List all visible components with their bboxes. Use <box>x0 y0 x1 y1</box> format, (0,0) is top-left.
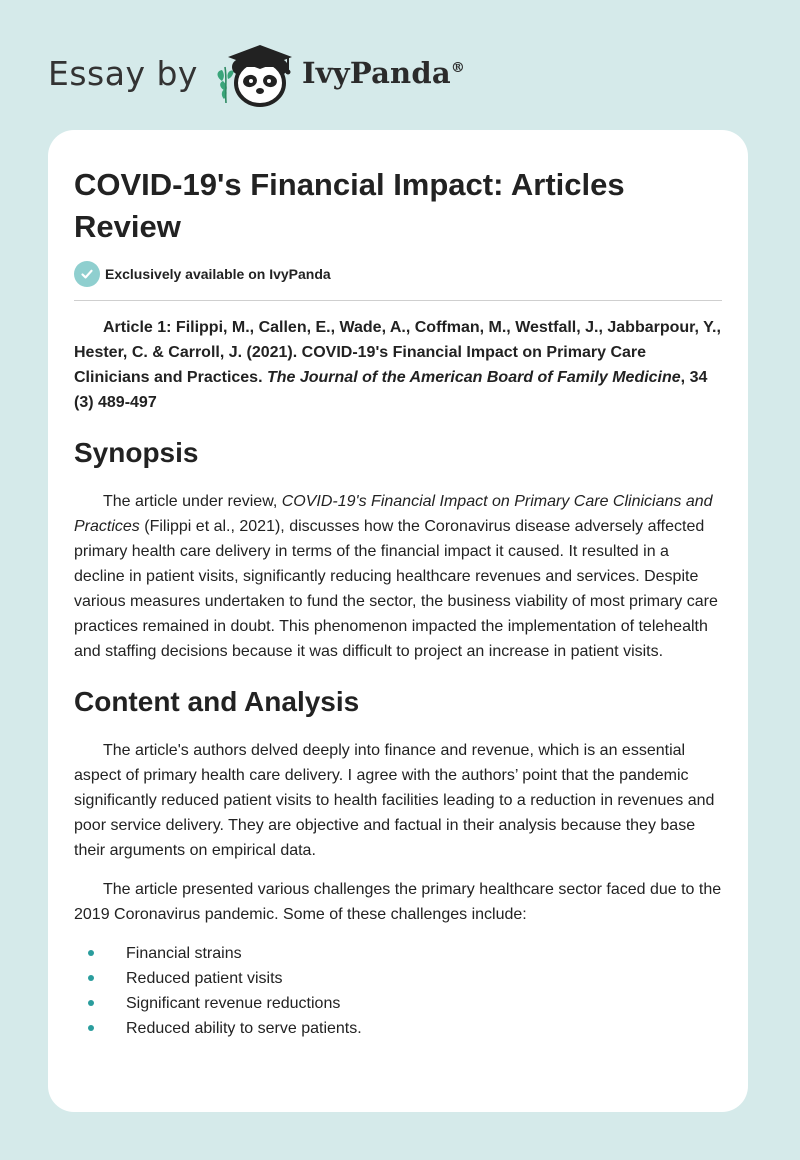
ivypanda-logo[interactable] <box>212 37 465 109</box>
bullet-dot <box>88 950 94 956</box>
page-title: COVID-19's Financial Impact: Articles Review <box>74 167 625 244</box>
article-title-italic: COVID-19's Financial Impact on Primary Care Clinicians and Practices <box>74 493 713 535</box>
exclusive-label: Exclusively available on IvyPanda <box>105 266 331 282</box>
bullet-dot <box>88 1000 94 1006</box>
site-header <box>48 38 465 108</box>
exclusive-badge <box>74 260 722 288</box>
citation <box>74 315 722 415</box>
journal-title: The Journal of the American Board of Family Medicine <box>266 369 681 386</box>
essay-by-label: Essay by <box>48 53 198 93</box>
synopsis-paragraph: The article under review, COVID-19's Financial Impact on Primary Care Clinicians and Practices (Filippi et al., 2021), discusses how the Coronavirus disease adversely affected primary health care delivery in terms of the financial impact it caused. It resulted in a decline in patient visits, significantly reducing healthcare revenues and services. Despite various measures undertaken to fund the sector, the business viability of most primary care practices remained in doubt. This phenomenon impacted the implementation of telehealth and staffing decisions because it was difficult to project an increase in patient visits. <box>74 493 718 660</box>
article-card <box>48 130 748 1112</box>
challenges-list <box>74 941 722 1041</box>
panda-graduation-cap-icon <box>212 37 300 109</box>
divider <box>74 300 722 301</box>
content-paragraph-1: The article's authors delved deeply into finance and revenue, which is an essential aspect of primary health care delivery. I agree with the authors’ point that the pandemic significantly reduced patient visits to health facilities leading to a reduction in revenues and poor service delivery. They are objective and factual in their analysis because they base their arguments on empirical data. <box>74 742 715 859</box>
registered-mark: ® <box>450 60 466 76</box>
check-circle-icon <box>74 261 100 287</box>
bullet-dot <box>88 975 94 981</box>
synopsis-heading: Synopsis <box>74 437 199 468</box>
list-item: Financial strains <box>74 941 722 966</box>
brand-name: IvyPanda® <box>301 56 466 90</box>
bullet-dot <box>88 1025 94 1031</box>
citation-volume: , 34 (3) 489-497 <box>74 369 708 411</box>
list-item: Reduced patient visits <box>74 966 722 991</box>
list-item: Significant revenue reductions <box>74 991 722 1016</box>
list-item: Reduced ability to serve patients. <box>74 1016 722 1041</box>
content-heading: Content and Analysis <box>74 686 360 717</box>
content-paragraph-2: The article presented various challenges the primary healthcare sector faced due to the 2019 Coronavirus pandemic. Some of these challenges include: <box>74 881 722 923</box>
citation-text: Article 1: Filippi, M., Callen, E., Wade, A., Coffman, M., Westfall, J., Jabbarpour, Y., Hester, C. & Carroll, J. (2021). COVID-19's Financial Impact on Primary Care Clinicians and Practices. <box>74 319 721 386</box>
